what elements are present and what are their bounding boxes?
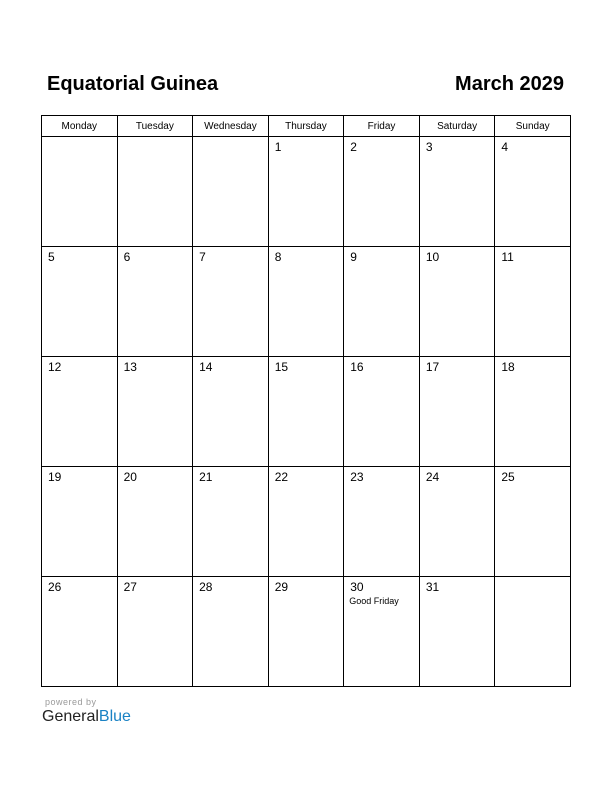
weekday-header: Sunday xyxy=(495,116,571,137)
day-cell xyxy=(42,577,118,687)
day-number: 9 xyxy=(350,250,357,264)
day-cell xyxy=(344,357,420,467)
weekday-header-row xyxy=(42,116,571,137)
day-number: 3 xyxy=(425,140,433,154)
logo-text-general: General xyxy=(42,708,99,725)
day-cell xyxy=(495,467,571,577)
calendar-grid xyxy=(41,115,571,687)
holiday-label: Good Friday xyxy=(349,596,399,606)
day-number: 31 xyxy=(425,580,440,594)
day-cell xyxy=(419,357,495,467)
day-cell xyxy=(193,467,269,577)
weekday-header: Thursday xyxy=(268,116,344,137)
day-cell xyxy=(117,357,193,467)
day-cell xyxy=(495,357,571,467)
day-number: 21 xyxy=(199,470,213,484)
day-cell xyxy=(419,577,495,687)
day-cell xyxy=(268,247,344,357)
day-number: 19 xyxy=(48,470,62,484)
day-number: 5 xyxy=(48,250,55,264)
day-number: 22 xyxy=(274,470,289,484)
day-cell xyxy=(344,577,420,687)
day-number: 6 xyxy=(123,250,131,264)
day-cell xyxy=(117,247,193,357)
day-number: 13 xyxy=(123,360,137,374)
weekday-header: Saturday xyxy=(419,116,495,137)
day-number xyxy=(118,137,193,140)
day-cell xyxy=(193,137,269,247)
day-cell xyxy=(42,137,118,247)
day-number xyxy=(193,137,268,140)
day-cell xyxy=(495,247,571,357)
week-row xyxy=(42,467,571,577)
week-row xyxy=(42,137,571,247)
day-number: 15 xyxy=(274,360,289,374)
day-cell xyxy=(495,137,571,247)
day-cell xyxy=(117,467,193,577)
day-number: 25 xyxy=(501,470,515,484)
day-number: 17 xyxy=(425,360,440,374)
day-cell xyxy=(268,357,344,467)
day-number: 18 xyxy=(501,360,515,374)
day-number: 24 xyxy=(425,470,440,484)
day-cell xyxy=(42,357,118,467)
day-cell xyxy=(42,467,118,577)
day-number: 26 xyxy=(48,580,62,594)
day-cell xyxy=(117,137,193,247)
day-cell xyxy=(193,357,269,467)
day-cell xyxy=(268,467,344,577)
day-cell xyxy=(495,577,571,687)
day-number: 1 xyxy=(274,140,282,154)
week-row xyxy=(42,247,571,357)
day-number: 16 xyxy=(350,360,364,374)
country-title: Equatorial Guinea xyxy=(47,73,219,95)
day-number: 7 xyxy=(199,250,206,264)
day-cell xyxy=(268,137,344,247)
day-cell xyxy=(42,247,118,357)
generalblue-logo xyxy=(42,707,131,727)
weekday-header: Wednesday xyxy=(193,116,269,137)
day-cell xyxy=(419,137,495,247)
day-number: 10 xyxy=(425,250,440,264)
logo-text-blue: Blue xyxy=(98,708,131,725)
weekday-header: Monday xyxy=(42,116,118,137)
day-number: 20 xyxy=(123,470,137,484)
day-number: 29 xyxy=(274,580,289,594)
day-number: 30 xyxy=(350,580,364,594)
day-number: 14 xyxy=(199,360,213,374)
day-number: 12 xyxy=(48,360,62,374)
week-row xyxy=(42,357,571,467)
day-cell xyxy=(419,247,495,357)
day-cell xyxy=(117,577,193,687)
powered-by-text: powered by xyxy=(45,697,97,707)
brand-footer xyxy=(42,697,131,727)
day-number xyxy=(42,137,117,140)
day-cell xyxy=(419,467,495,577)
day-number: 4 xyxy=(501,140,509,154)
day-number xyxy=(495,577,570,580)
month-year-title: March 2029 xyxy=(455,73,564,95)
day-cell xyxy=(193,577,269,687)
day-cell xyxy=(344,247,420,357)
day-number: 2 xyxy=(350,140,357,154)
weekday-header: Tuesday xyxy=(117,116,193,137)
day-number: 8 xyxy=(274,250,282,264)
day-number: 27 xyxy=(123,580,137,594)
day-cell xyxy=(268,577,344,687)
day-cell xyxy=(344,137,420,247)
day-number: 28 xyxy=(199,580,213,594)
day-cell xyxy=(193,247,269,357)
day-cell xyxy=(344,467,420,577)
day-number: 11 xyxy=(501,250,514,264)
weekday-header: Friday xyxy=(344,116,420,137)
day-number: 23 xyxy=(350,470,364,484)
week-row xyxy=(42,577,571,687)
